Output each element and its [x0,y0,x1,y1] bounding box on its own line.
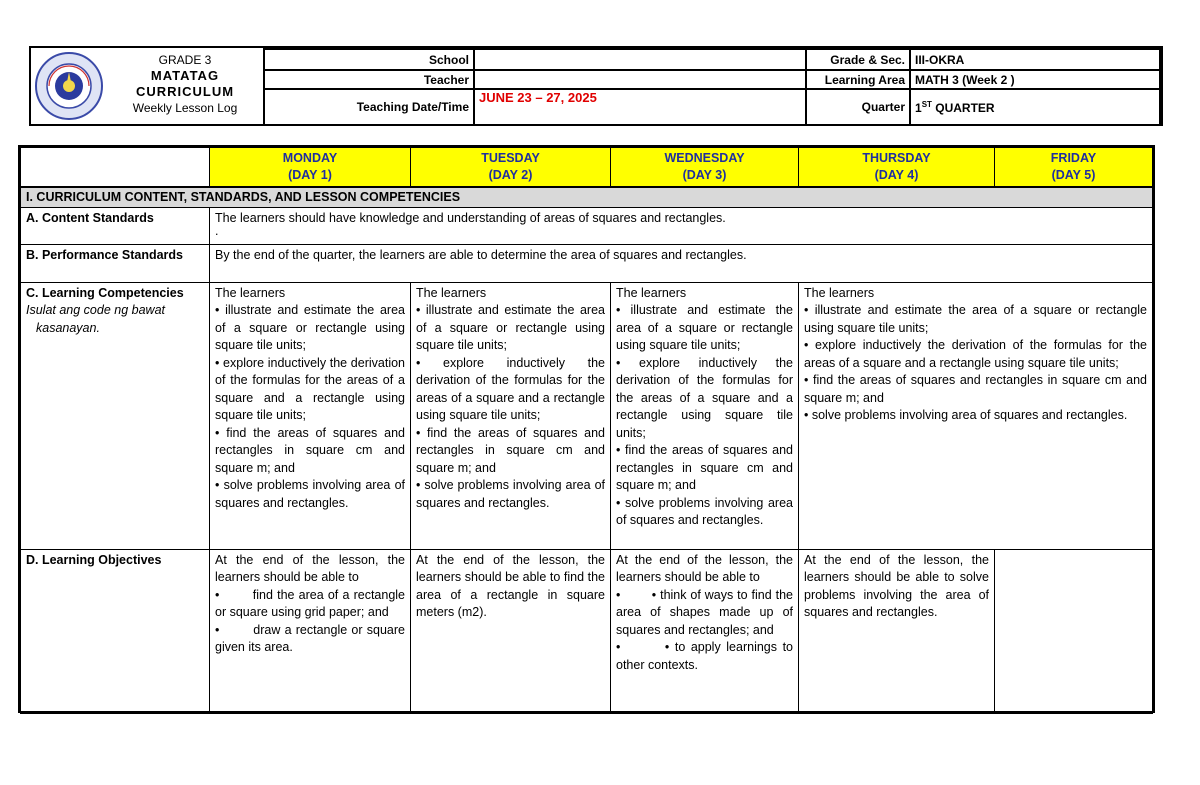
date-field[interactable] [474,89,806,125]
competencies-monday: The learners • illustrate and estimate the area of a square or rectangle using square tile units; • explore inductively the derivation of the formulas for the areas of a square and a rectangle using square tile units; • find the areas of squares and rectangles in square cm and square m; and • solve problems involving area of squares and rectangles. [210,282,411,549]
school-label: School [264,49,474,70]
quarter-sup: ST [921,99,932,109]
grade-title: GRADE 3 [158,53,212,67]
content-standards-text: The learners should have knowledge and understanding of areas of squares and rectangles. [215,210,726,225]
performance-standards-label: B. Performance Standards [21,244,210,282]
day-header-tuesday: TUESDAY (DAY 2) [411,148,611,188]
log-type: Weekly Lesson Log [132,101,238,115]
title-cell [107,48,263,124]
objectives-monday: At the end of the lesson, the learners should be able to • find the area of a rectangle or square using grid paper; and • draw a rectangle or square given its area. [210,549,411,713]
day-header-thursday: THURSDAY (DAY 4) [799,148,995,188]
corner-cell [21,148,210,188]
day-header-wednesday: WEDNESDAY (DAY 3) [611,148,799,188]
curriculum-title-1: MATATAG [150,68,220,83]
area-label: Learning Area [806,70,910,89]
info-table [263,48,1161,126]
content-standards-label: A. Content Standards [21,207,210,244]
objectives-thursday: At the end of the lesson, the learners should be able to solve problems involving the area of squares and rectangles. [799,549,995,713]
performance-standards-text: By the end of the quarter, the learners are able to determine the area of squares and rectangles. [210,244,1153,282]
day-header-monday: MONDAY (DAY 1) [210,148,411,188]
teacher-field[interactable] [474,70,806,89]
objectives-friday [995,549,1153,713]
content-standards-cell [210,207,1153,244]
competencies-wednesday: The learners • illustrate and estimate the area of a square or rectangle using square tile units; • explore inductively the derivation of the formulas for the areas of a square and a rectangle using square tile units; • find the areas of squares and rectangles in square cm and square m; and • solve problems involving area of squares and rectangles. [611,282,799,549]
objectives-tuesday: At the end of the lesson, the learners should be able to find the area of a rectangle in square meters (m2). [411,549,611,713]
objectives-label: D. Learning Objectives [21,549,210,713]
date-value: JUNE 23 – 27, 2025 [479,90,597,105]
quarter-field[interactable] [910,89,1160,125]
objectives-wednesday: At the end of the lesson, the learners should be able to • • think of ways to find the area of shapes made up of squares and rectangles; and • • to apply learnings to other contexts. [611,549,799,713]
competencies-sublabel-2: kasanayan. [36,320,100,335]
competencies-thursday-friday: The learners • illustrate and estimate the area of a square or rectangle using square tile units; • explore inductively the derivation of the formulas for the areas of a square and a rectangle using square tile units; • find the areas of squares and rectangles in square cm and square m; and • solve problems involving area of squares and rectangles. [799,282,1153,549]
day-header-row [21,148,1153,188]
teacher-label: Teacher [264,70,474,89]
deped-seal-logo [31,48,107,124]
competencies-sublabel: Isulat ang code ng bawat [26,303,165,317]
area-field[interactable]: MATH 3 (Week 2 ) [910,70,1160,89]
quarter-num: 1 [915,100,922,115]
quarter-label: Quarter [806,89,910,125]
section-heading: I. CURRICULUM CONTENT, STANDARDS, AND LESSON COMPETENCIES [21,187,1153,207]
competencies-tuesday: The learners • illustrate and estimate the area of a square or rectangle using square tile units; • explore inductively the derivation of the formulas for the areas of a square and a rectangle using square tile units; • find the areas of squares and rectangles in square cm and square m; and • solve problems involving area of squares and rectangles. [411,282,611,549]
header-block [29,46,1163,126]
lesson-log-table [18,145,1155,713]
curriculum-title-2: CURRICULUM [135,84,235,99]
grade-sec-field[interactable]: III-OKRA [910,49,1160,70]
day-header-friday: FRIDAY (DAY 5) [995,148,1153,188]
competencies-label-cell [21,282,210,549]
content-standards-dot: . [215,224,219,238]
quarter-text: QUARTER [931,100,995,115]
competencies-label: C. Learning Competencies [26,285,184,300]
grade-sec-label: Grade & Sec. [806,49,910,70]
school-field[interactable] [474,49,806,70]
date-label: Teaching Date/Time [264,89,474,125]
